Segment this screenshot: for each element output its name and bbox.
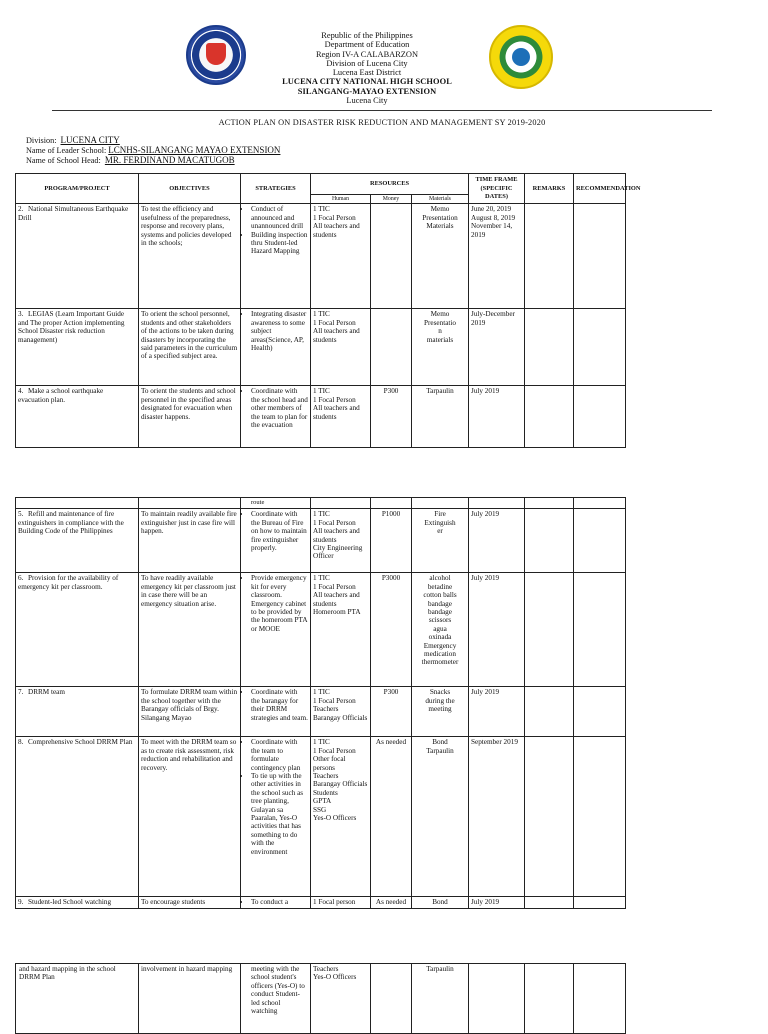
school-seal-icon [489,25,553,89]
human-text: 1 TIC 1 Focal Person All teachers and students City Engineering Officer [313,510,363,561]
strategy-item: • Coordinate with the team to formulate contingency plan [251,738,308,772]
column-header-remarks: REMARKS [525,174,574,204]
time-text: September 2019 [471,738,518,747]
program-text: National Simultaneous Earthquake Drill [18,205,129,222]
row-number: 8. [18,738,24,747]
remarks-cell [525,897,574,908]
remarks-cell [525,737,574,897]
materials-text: Snacks during the meeting [425,688,455,714]
table-row [16,386,626,448]
letterhead-line: Lucena East District [332,68,402,78]
table-cell [16,498,139,509]
objectives-text: involvement in hazard mapping [141,965,233,973]
time-text: June 20, 2019 August 8, 2019 November 14, 2019 [471,205,516,239]
strategies-cell [241,964,311,1034]
table-cell [525,498,574,509]
column-header-recommendation: RECOMMENDATION [574,174,626,204]
materials-text: Bond [432,898,448,907]
remarks-cell [525,573,574,687]
money-text: As needed [375,898,407,907]
column-header-money: Money [371,195,412,204]
program-cell [16,687,139,737]
human-cell [311,897,371,908]
program-cell [16,737,139,897]
column-header-strategies: STRATEGIES [241,174,311,204]
time-text: July 2019 [471,688,500,697]
human-cell [311,573,371,687]
human-cell [311,737,371,897]
human-text: 1 TIC 1 Focal Person Teachers Barangay Officials [313,688,368,722]
action-plan-table-continued [15,497,626,909]
strategies-cell [241,509,311,573]
human-text: 1 Focal person [313,898,356,907]
human-cell [311,204,371,309]
money-cell [371,509,412,573]
column-header-human: Human [311,195,371,204]
time-cell [469,964,525,1034]
time-text: July 2019 [471,574,500,583]
recommendation-cell [574,204,626,309]
remarks-cell [525,386,574,448]
strategies-list [243,574,308,633]
remarks-cell [525,204,574,309]
recommendation-cell [574,687,626,737]
money-cell [371,204,412,309]
strategy-item: • Coordinate with the Bureau of Fire on how to maintain fire extinguisher properly. [251,510,308,552]
money-cell [371,897,412,908]
materials-cell [412,573,469,687]
division-value: LUCENA CITY [60,135,120,145]
program-cell [16,204,139,309]
objectives-cell [139,737,241,897]
objectives-text: To have readily available emergency kit per classroom just in case there will be an emergency situation arise. [141,574,236,608]
program-cell [16,964,139,1034]
objectives-text: To test the efficiency and usefulness of the preparedness, response and recovery plans, systems and policies developed in the schools; [141,205,232,248]
program-text: Refill and maintenance of fire extinguishers in compliance with the Building Code of the Philippines [18,510,124,536]
time-cell [469,309,525,386]
action-plan-table [15,173,641,448]
objectives-text: To orient the school personnel, students and other stakeholders of the actions to be taken during disasters by incorporating the said parameters in the curriculum of a specified subject area. [141,310,238,361]
strategies-cell [241,386,311,448]
letterhead-line: Department of Education [324,40,410,50]
materials-text: Tarpaulin [426,965,454,973]
objectives-cell [139,509,241,573]
program-text: DRRM team [28,688,65,697]
remarks-cell [525,509,574,573]
money-cell [371,573,412,687]
row-number: 7. [18,688,24,697]
materials-text: Memo Presentation Materials [422,205,458,231]
strategy-item: • Coordinate with the school head and other members of the team to plan for the evacuation [251,387,308,429]
strategies-list [243,310,308,352]
objectives-text: To formulate DRRM team within the school together with the Barangay officials of Brgy. Silangang Mayao [141,688,238,722]
objectives-text: To meet with the DRRM team so as to create risk assessment, risk reduction and rehabilitation and recovery. [141,738,237,772]
table-row [16,737,626,897]
materials-cell [412,687,469,737]
objectives-cell [139,573,241,687]
row-number: 9. [18,898,24,907]
program-text: Make a school earthquake evacuation plan. [18,387,104,404]
strategy-item: • Building inspection thru Student-led Hazard Mapping [251,231,308,256]
recommendation-cell [574,897,626,908]
time-cell [469,897,525,908]
human-cell [311,386,371,448]
money-text: P1000 [381,510,401,519]
human-text: 1 TIC 1 Focal Person Other focal persons Teachers Barangay Officials Students GPTA SSG Yes-O Officers [313,738,368,823]
strategies-cell [241,573,311,687]
materials-text: alcohol betadine cotton balls bandage bandage scissors agua oxinada Emergency medication thermometer [421,574,459,667]
strategies-list [243,898,308,906]
table-row [16,509,626,573]
money-text: P300 [383,387,399,396]
strategies-cell [241,737,311,897]
table-cell [469,498,525,509]
deped-seal-icon [186,25,246,85]
row-number: 5. [18,510,24,519]
materials-text: Bond Tarpaulin [426,738,454,755]
objectives-cell [139,687,241,737]
row-number: 2. [18,205,24,214]
money-cell [371,964,412,1034]
time-text: July 2019 [471,898,500,907]
objectives-cell [139,204,241,309]
recommendation-cell [574,309,626,386]
table-row [16,204,626,309]
time-text: July 2019 [471,510,500,519]
materials-cell [412,204,469,309]
materials-text: Memo Presentatio n materials [424,310,456,344]
strategies-cell [241,204,311,309]
time-cell [469,204,525,309]
strategy-item: • Coordinate with the barangay for their DRRM strategies and team. [251,688,308,722]
money-cell [371,687,412,737]
school-head-value: MR. FERDINAND MACATUGOB [104,155,235,165]
human-text: 1 TIC 1 Focal Person All teachers and students Homeroom PTA [313,574,361,617]
strategies-cell [241,897,311,908]
program-text: Provision for the availability of emergency kit per classroom. [18,574,119,591]
continuation-cell [241,498,311,509]
strategies-list [243,387,308,429]
school-extension: SILANGANG-MAYAO EXTENSION [297,86,437,96]
time-cell [469,386,525,448]
objectives-cell [139,386,241,448]
letterhead-line: Division of Lucena City [326,58,408,68]
strategies-list [243,688,308,722]
time-cell [469,737,525,897]
column-header-objectives: OBJECTIVES [139,174,241,204]
human-cell [311,509,371,573]
table-cell [311,498,371,509]
school-name: LUCENA CITY NATIONAL HIGH SCHOOL [282,77,452,87]
recommendation-cell [574,509,626,573]
column-header-program: PROGRAM/PROJECT [16,174,139,204]
objectives-text: To encourage students [141,898,206,907]
strategies-text: meeting with the school student's officers (Yes-O) to conduct Student-led school watching [251,965,305,1016]
strategies-list [243,738,308,856]
time-cell [469,509,525,573]
strategy-item: • To conduct a [251,898,308,906]
division-label: Division: [26,136,57,145]
table-row [16,573,626,687]
materials-text: Tarpaulin [426,387,454,396]
program-cell [16,509,139,573]
materials-cell [412,386,469,448]
remarks-cell [525,687,574,737]
letterhead-line: Republic of the Philippines [321,31,413,40]
program-cell [16,386,139,448]
letterhead [240,31,494,105]
letterhead-line: Region IV-A CALABARZON [315,49,419,59]
recommendation-cell [574,737,626,897]
action-plan-table-fragment [15,963,626,1034]
time-cell [469,573,525,687]
human-text: 1 TIC 1 Focal Person All teachers and students [313,387,360,421]
recommendation-cell [574,386,626,448]
materials-cell [412,897,469,908]
school-head-line [26,155,235,166]
table-cell [139,498,241,509]
table-cell [574,498,626,509]
header-divider [52,110,712,111]
leader-school-label: Name of Leader School: [26,146,107,155]
strategy-item: • To tie up with the other activities in the school such as tree planting, Gulayan sa Paaralan, Yes-O activities that has something to do with the environment [251,772,308,856]
program-cell [16,309,139,386]
strategy-item: • Conduct of announced and unannounced drill [251,205,308,230]
strategy-item: • Provide emergency kit for every classroom. Emergency cabinet to be provided by the homeroom PTA or MOOE [251,574,308,633]
materials-text: Fire Extinguish er [424,510,456,536]
materials-cell [412,964,469,1034]
leader-school-value: LCNHS-SILANGANG MAYAO EXTENSION [108,145,281,155]
materials-cell [412,737,469,897]
program-text: Comprehensive School DRRM Plan [28,738,133,747]
human-text: 1 TIC 1 Focal Person All teachers and students [313,310,360,344]
row-number: 6. [18,574,24,583]
money-text: As needed [375,738,407,747]
money-cell [371,737,412,897]
objectives-cell [139,309,241,386]
strategies-list [243,510,308,552]
row-number: 4. [18,387,24,396]
remarks-cell [525,964,574,1034]
program-text: and hazard mapping in the school DRRM Plan [19,965,116,982]
school-city: Lucena City [346,96,388,106]
time-text: July 2019 [471,387,500,396]
program-text: LEGIAS (Learn Important Guide and The proper Action implementing School Disaster risk reduction management) [18,310,125,344]
strategy-item: • Integrating disaster awareness to some subject areas(Science, AP, Health) [251,310,308,352]
row-number: 3. [18,310,24,319]
school-head-label: Name of School Head: [26,156,101,165]
strategies-cell [241,687,311,737]
objectives-cell [139,964,241,1034]
strategies-list [243,205,308,255]
human-cell [311,687,371,737]
recommendation-cell [574,573,626,687]
remarks-cell [525,309,574,386]
human-cell [311,964,371,1034]
table-row [16,309,626,386]
money-text: P300 [383,688,399,697]
table-cell [371,498,412,509]
human-text: Teachers Yes-O Officers [313,965,357,982]
table-row [16,897,626,908]
column-header-time-frame: TIME FRAME (SPECIFIC DATES) [469,174,525,204]
objectives-cell [139,897,241,908]
table-cell [412,498,469,509]
human-text: 1 TIC 1 Focal Person All teachers and students [313,205,360,239]
program-cell [16,573,139,687]
column-header-materials: Materials [412,195,469,204]
time-text: July-December 2019 [471,310,515,327]
materials-cell [412,509,469,573]
program-text: Student-led School watching [28,898,112,907]
strategies-cell [241,309,311,386]
money-cell [371,386,412,448]
money-cell [371,309,412,386]
human-cell [311,309,371,386]
table-row [16,687,626,737]
program-cell [16,897,139,908]
materials-cell [412,309,469,386]
column-header-resources: RESOURCES [311,174,469,195]
recommendation-cell [574,964,626,1034]
objectives-text: To maintain readily available fire extinguisher just in case fire will happen. [141,510,237,536]
objectives-text: To orient the students and school personnel in the specified areas designated for evacuation when disaster happens. [141,387,236,421]
document-title: ACTION PLAN ON DISASTER RISK REDUCTION AND MANAGEMENT SY 2019-2020 [218,118,546,127]
money-text: P3000 [381,574,401,583]
time-cell [469,687,525,737]
continuation-text: route [251,499,265,506]
